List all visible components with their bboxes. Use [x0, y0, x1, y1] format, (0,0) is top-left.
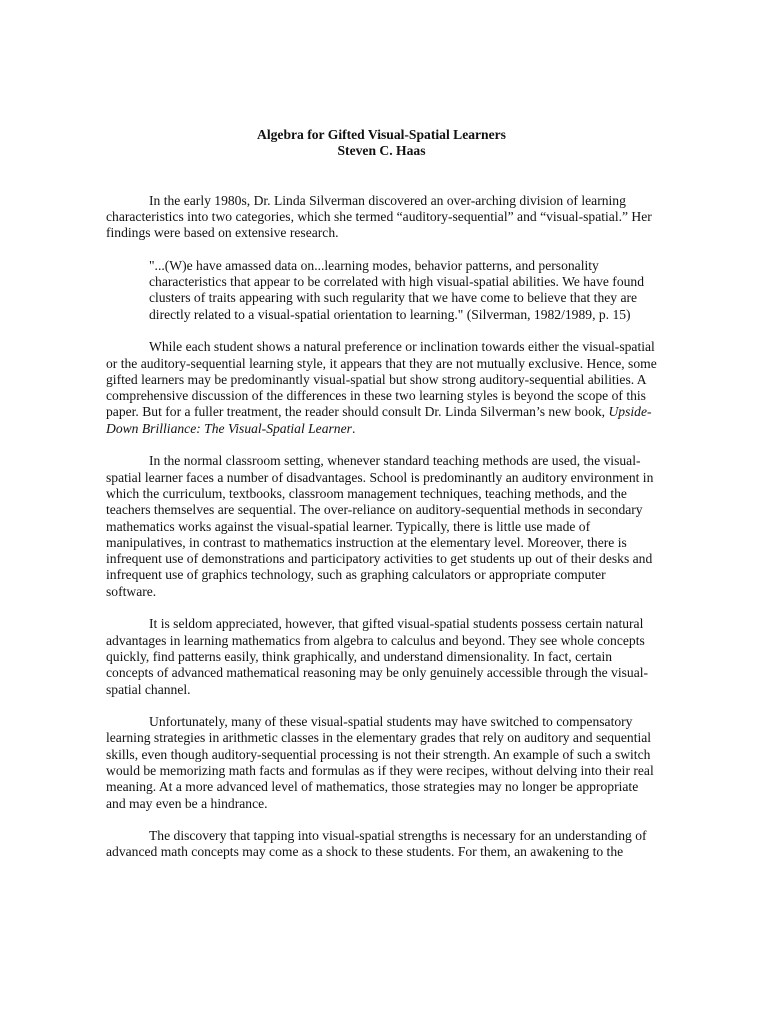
block-quote: "...(W)e have amassed data on...learning modes, behavior patterns, and personality characteristics that appear to be correlated with high visual-spatial abilities. We have found clusters of traits appearing with such regularity that we have come to believe that they are directly related to a visual-spatial orientation to learning." (Silverman, 1982/1989, p. 15) [149, 257, 645, 322]
paragraph-3 [106, 339, 657, 437]
paragraph-6: Unfortunately, many of these visual-spatial students may have switched to compensatory learning strategies in arithmetic classes in the elementary grades that rely on auditory and sequential skills, even though auditory-sequential processing is not their strength. An example of such a switch would be memorizing math facts and formulas as if they were recipes, without delving into their real meaning. At a more advanced level of mathematics, those strategies may no longer be appropriate and may even be a hindrance. [106, 714, 654, 811]
document-author: Steven C. Haas [337, 143, 426, 159]
document-title: Algebra for Gifted Visual-Spatial Learners [257, 127, 506, 142]
paragraph-4: In the normal classroom setting, whenever standard teaching methods are used, the visual-spatial learner faces a number of disadvantages. School is predominantly an auditory environment in which the curriculum, textbooks, classroom management techniques, teaching methods, and the teachers themselves are sequential. The over-reliance on auditory-sequential methods in secondary mathematics works against the visual-spatial learner. Typically, there is little use made of manipulatives, in contrast to mathematics instruction at the elementary level. Moreover, there is infrequent use of demonstrations and participatory activities to get students up out of their desks and infrequent use of graphics technology, such as graphing calculators or appropriate computer software. [106, 453, 654, 599]
document-body [106, 127, 657, 861]
paragraph-5: It is seldom appreciated, however, that gifted visual-spatial students possess certain natural advantages in learning mathematics from algebra to calculus and beyond. They see whole concepts quickly, find patterns easily, think graphically, and understand dimensionality. In fact, certain concepts of advanced mathematical reasoning may be only genuinely accessible through the visual-spatial channel. [106, 616, 649, 697]
paragraph-7: The discovery that tapping into visual-spatial strengths is necessary for an understanding of advanced math concepts may come as a shock to these students. For them, an awakening to the [106, 828, 647, 860]
paragraph-3-text: While each student shows a natural preference or inclination towards either the visual-spatial or the auditory-sequential learning style, it appears that they are not mutually exclusive. Hence, some gifted learners may be predominantly visual-spatial but show strong auditory-sequential abilities. A comprehensive discussion of the differences in these two learning styles is beyond the scope of this paper. But for a fuller treatment, the reader should consult Dr. Linda Silverman’s new book, [106, 339, 657, 420]
paragraph-1: In the early 1980s, Dr. Linda Silverman discovered an over-arching division of learning characteristics into two categories, which she termed “auditory-sequential” and “visual-spatial.” Her findings were based on extensive research. [106, 192, 652, 241]
book-title: Upside-Down Brilliance: The Visual-Spatial Learner [106, 404, 652, 436]
paragraph-3-end: . [351, 420, 356, 436]
title-block [106, 127, 657, 160]
